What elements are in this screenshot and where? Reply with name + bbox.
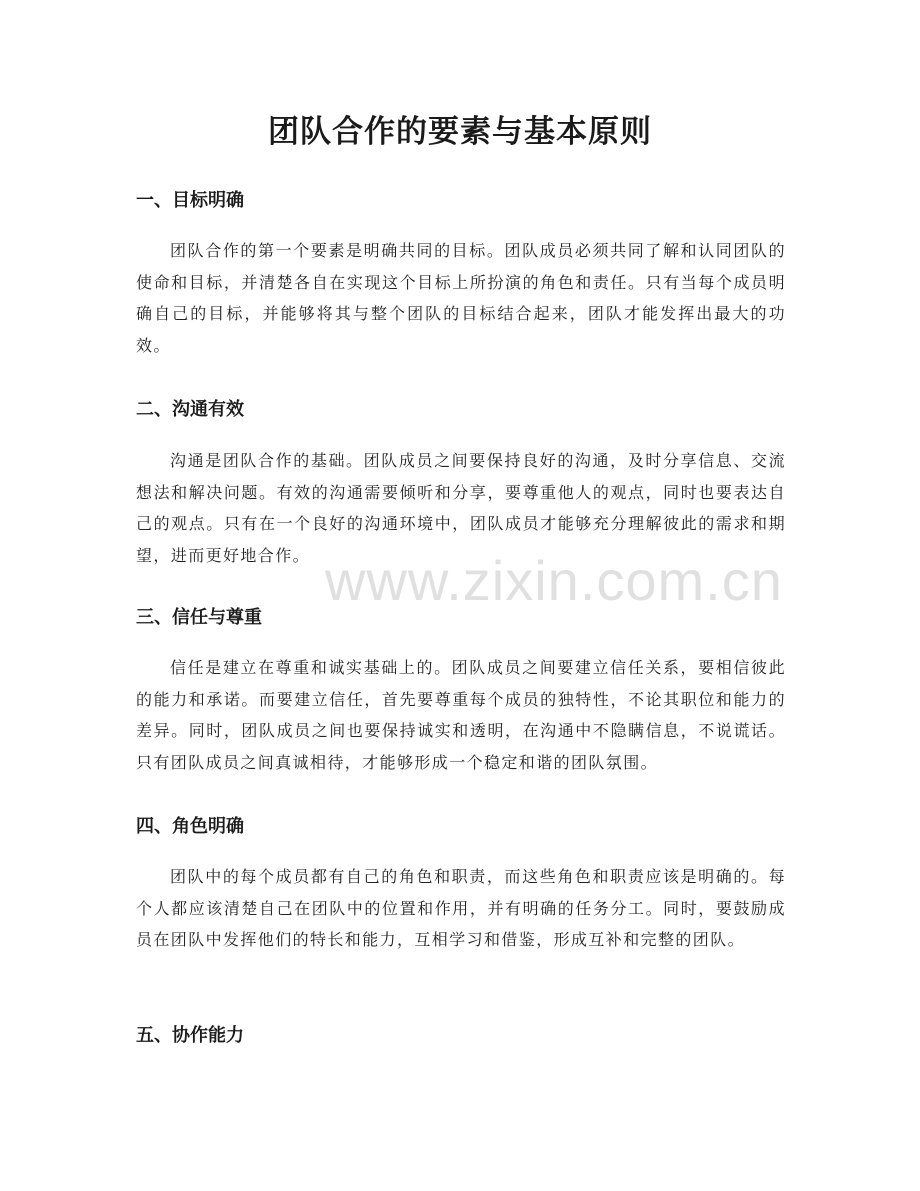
watermark: www.zixin.com.cn <box>325 549 783 612</box>
section-body-4: 团队中的每个成员都有自己的角色和职责，而这些角色和职责应该是明确的。每个人都应该清楚自己在团队中的位置和作用，并有明确的任务分工。同时，要鼓励成员在团队中发挥他们的特长和能力，互相学习和借鉴，形成互补和完整的团队。 <box>136 867 786 949</box>
section-heading-1: 一、目标明确 <box>136 190 244 211</box>
section-body-3: 信任是建立在尊重和诚实基础上的。团队成员之间要建立信任关系，要相信彼此的能力和承诺。而要建立信任，首先要尊重每个成员的独特性，不论其职位和能力的差异。同时，团队成员之间也要保持诚实和透明，在沟通中不隐瞒信息，不说谎话。只有团队成员之间真诚相待，才能够形成一个稳定和谐的团队氛围。 <box>136 658 786 772</box>
section-heading-5: 五、协作能力 <box>136 1025 244 1046</box>
page-title: 团队合作的要素与基本原则 <box>268 114 652 150</box>
section-body-1: 团队合作的第一个要素是明确共同的目标。团队成员必须共同了解和认同团队的使命和目标，并清楚各自在实现这个目标上所扮演的角色和责任。只有当每个成员明确自己的目标，并能够将其与整个团队的目标结合起来，团队才能发挥出最大的功效。 <box>136 241 786 355</box>
section-heading-3: 三、信任与尊重 <box>136 607 262 628</box>
section-heading-4: 四、角色明确 <box>136 816 244 837</box>
section-body-2: 沟通是团队合作的基础。团队成员之间要保持良好的沟通，及时分享信息、交流想法和解决问题。有效的沟通需要倾听和分享，要尊重他人的观点，同时也要表达自己的观点。只有在一个良好的沟通环境中，团队成员才能够充分理解彼此的需求和期望，进而更好地合作。 <box>136 451 786 565</box>
section-heading-2: 二、沟通有效 <box>136 399 244 420</box>
